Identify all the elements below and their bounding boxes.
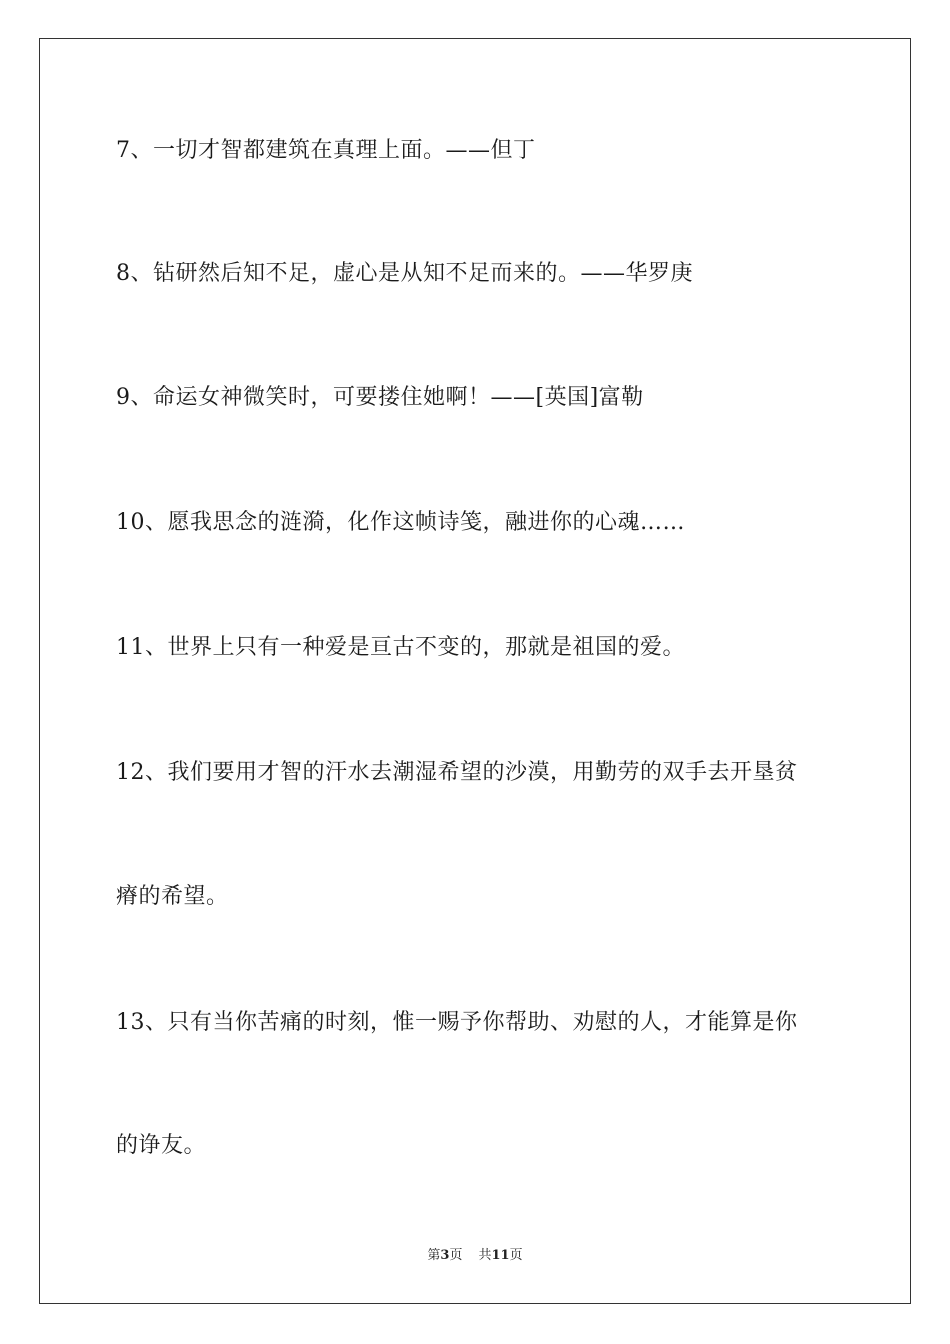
total-prefix: 共 (478, 1248, 492, 1263)
quote-line-8: 8、钻研然后知不足，虚心是从知不足而来的。——华罗庚 (116, 261, 693, 286)
quote-line-11: 11、世界上只有一种爱是亘古不变的，那就是祖国的爱。 (116, 635, 685, 660)
quote-line-10: 10、愿我思念的涟漪，化作这帧诗笺，融进你的心魂…… (116, 510, 685, 535)
total-suffix: 页 (509, 1248, 523, 1263)
quote-line-12a: 12、我们要用才智的汗水去潮湿希望的沙漠，用勤劳的双手去开垦贫 (116, 760, 798, 785)
total-pages: 11 (491, 1248, 510, 1263)
quote-line-12b: 瘠的希望。 (116, 884, 229, 909)
page-footer (0, 1247, 950, 1265)
quote-line-13a: 13、只有当你苦痛的时刻，惟一赐予你帮助、劝慰的人，才能算是你 (116, 1010, 798, 1035)
quote-line-9: 9、命运女神微笑时，可要搂住她啊！——[英国]富勒 (116, 385, 644, 410)
page-border (39, 38, 911, 1304)
quote-line-13b: 的诤友。 (116, 1133, 207, 1158)
quote-line-7: 7、一切才智都建筑在真理上面。——但丁 (116, 138, 536, 163)
page-number: 3 (440, 1248, 450, 1263)
page-suffix: 页 (449, 1248, 463, 1263)
page-prefix: 第 (427, 1248, 441, 1263)
